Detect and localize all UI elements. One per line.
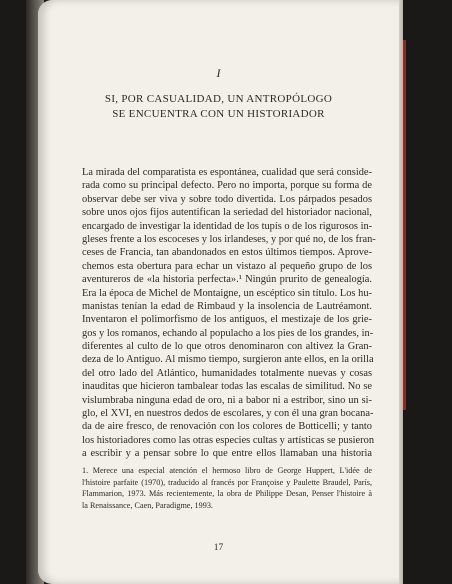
body-line: encargado de investigar la identidad de los tupís o de los rigurosos in-	[82, 220, 373, 232]
body-line: rada como su principal defecto. Pero no importa, porque su forma de	[82, 180, 372, 192]
chapter-title	[58, 92, 379, 122]
body-line: observar debe ser viva y sobre todo divertida. Los párpados pesados	[82, 193, 372, 205]
book-page	[38, 0, 399, 584]
body-line: sobre unos ojos fijos autentifican la seriedad del historiador nacional,	[82, 207, 372, 219]
body-line: Era la época de Michel de Montaigne, un escéptico sin título. Los hu-	[82, 287, 372, 299]
body-line: los historiadores como las otras especies cultas y artísticas se pusieron	[82, 434, 375, 446]
book-cover-edge	[403, 40, 406, 410]
body-line: vislumbraba ninguna edad de oro, ni a babor ni a estribor, sino un si-	[82, 394, 372, 406]
body-line: del otro lado del Atlántico, humanidades totalmente nuevas y cosas	[82, 367, 372, 379]
body-line: gos y los romanos, echando al populacho a los pies de los grandes, in-	[82, 327, 374, 339]
body-line: ceses de Francia, tan abandonados en estos últimos tiempos. Aprove-	[82, 247, 372, 259]
footnote-line: la Renaissance, Caen, Paradigme, 1993.	[82, 500, 213, 510]
body-line: inauditas que hicieron tambalear todas las escalas de similitud. No se	[82, 381, 372, 393]
body-line: aventureros de «la historia perfecta».¹ Ningún prurito de genealogía.	[82, 274, 372, 286]
body-text	[82, 166, 376, 461]
chapter-number: I	[216, 66, 221, 80]
body-line: manistas tenían la edad de Rimbaud y la insolencia de Lautréamont.	[82, 300, 372, 312]
body-line: diferentes al culto de lo que otros denominaron con altivez la Gran-	[82, 341, 372, 353]
chapter-title-line: SE ENCUENTRA CON UN HISTORIADOR	[112, 108, 325, 120]
body-line: gleses frente a los escoceses y los irlandeses, y por qué no, de los fran-	[82, 233, 376, 245]
footnote	[82, 465, 372, 511]
body-line: chemos esta obertura para echar un vistazo al pequeño grupo de los	[82, 260, 372, 272]
body-line: glo, el XVI, en nuestros dedos de escolares, y con él una gran bocana-	[82, 408, 374, 420]
page-number: 17	[213, 543, 224, 553]
body-line: La mirada del comparatista es espontánea, cualidad que será conside-	[82, 167, 372, 178]
footnote-line: 1. Merece una especial atención el hermoso libro de George Huppert, L'idée de	[82, 466, 372, 475]
body-line: deza de lo Antiguo. Al mismo tiempo, surgieron ante ellos, en la orilla	[82, 354, 374, 366]
footnote-line: l'histoire parfaite (1970), traducido al francés por Françoise y Paulette Braudel, París,	[82, 477, 372, 487]
footnote-line: Flammarion, 1973. Más recientemente, la obra de Philippe Desan, Penser l'histoire à	[82, 489, 372, 498]
body-line: a escribir y a pensar sobre lo que entre ellos llamaban una historia	[82, 448, 372, 460]
chapter-title-line: SI, POR CASUALIDAD, UN ANTROPÓLOGO	[104, 93, 333, 105]
body-line: Inventaron el polimorfismo de los antiguos, el mestizaje de los grie-	[82, 314, 372, 326]
body-line: da de aire fresco, de renovación con los colores de Botticelli; y tanto	[82, 421, 372, 433]
